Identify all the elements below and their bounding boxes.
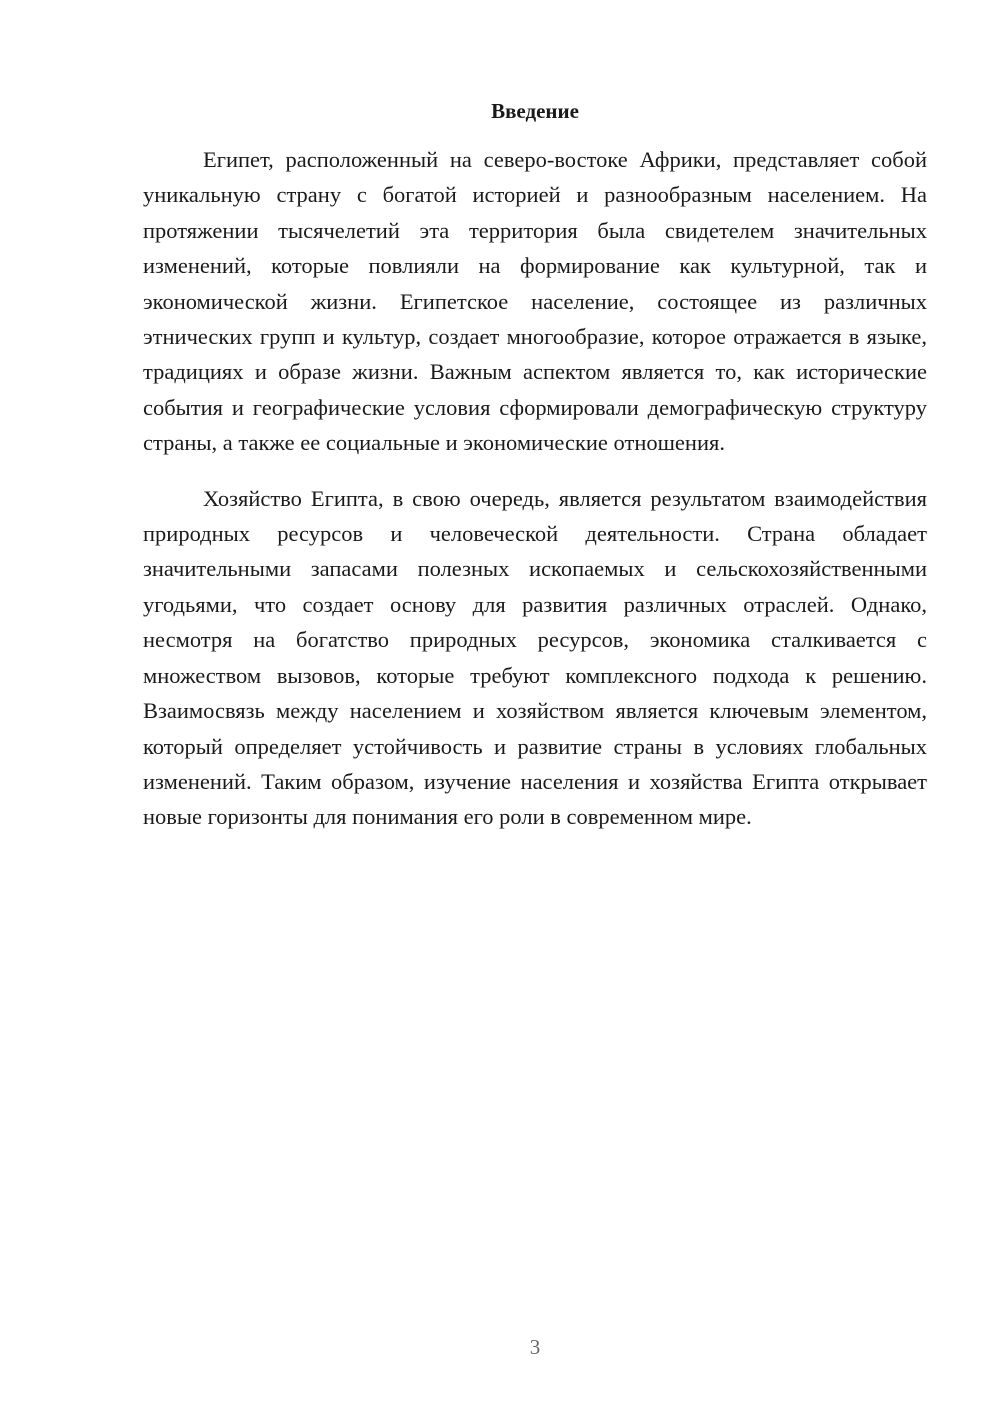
section-heading: Введение — [491, 99, 579, 123]
paragraph-intro: Египет, расположенный на северо-востоке Африки, представляет собой уникальную страну с богатой историей и разнообразным населением. На протяжении тысячелетий эта территория была свидетелем значительных изменений, которые повлияли на формирование как культурной, так и экономической жизни. Египетское население, состоящее из различных этнических групп и культур, создает многообразие, которое отражается в языке, традициях и образе жизни. Важным аспектом является то, как исторические события и географические условия сформировали демографическую структуру страны, а также ее социальные и экономические отношения. — [143, 147, 927, 456]
paragraph-economy: Хозяйство Египта, в свою очередь, является результатом взаимодействия природных ресурсов и человеческой деятельности. Страна обладает значительными запасами полезных ископаемых и сельскохозяйственными угодьями, что создает основу для развития различных отраслей. Однако, несмотря на богатство природных ресурсов, экономика сталкивается с множеством вызовов, которые требуют комплексного подхода к решению. Взаимосвязь между населением и хозяйством является ключевым элементом, который определяет устойчивость и развитие страны в условиях глобальных изменений. Таким образом, изучение населения и хозяйства Египта открывает новые горизонты для понимания его роли в современном мире. — [143, 485, 927, 830]
page-number: 3 — [529, 1335, 541, 1359]
body-text — [143, 142, 927, 835]
